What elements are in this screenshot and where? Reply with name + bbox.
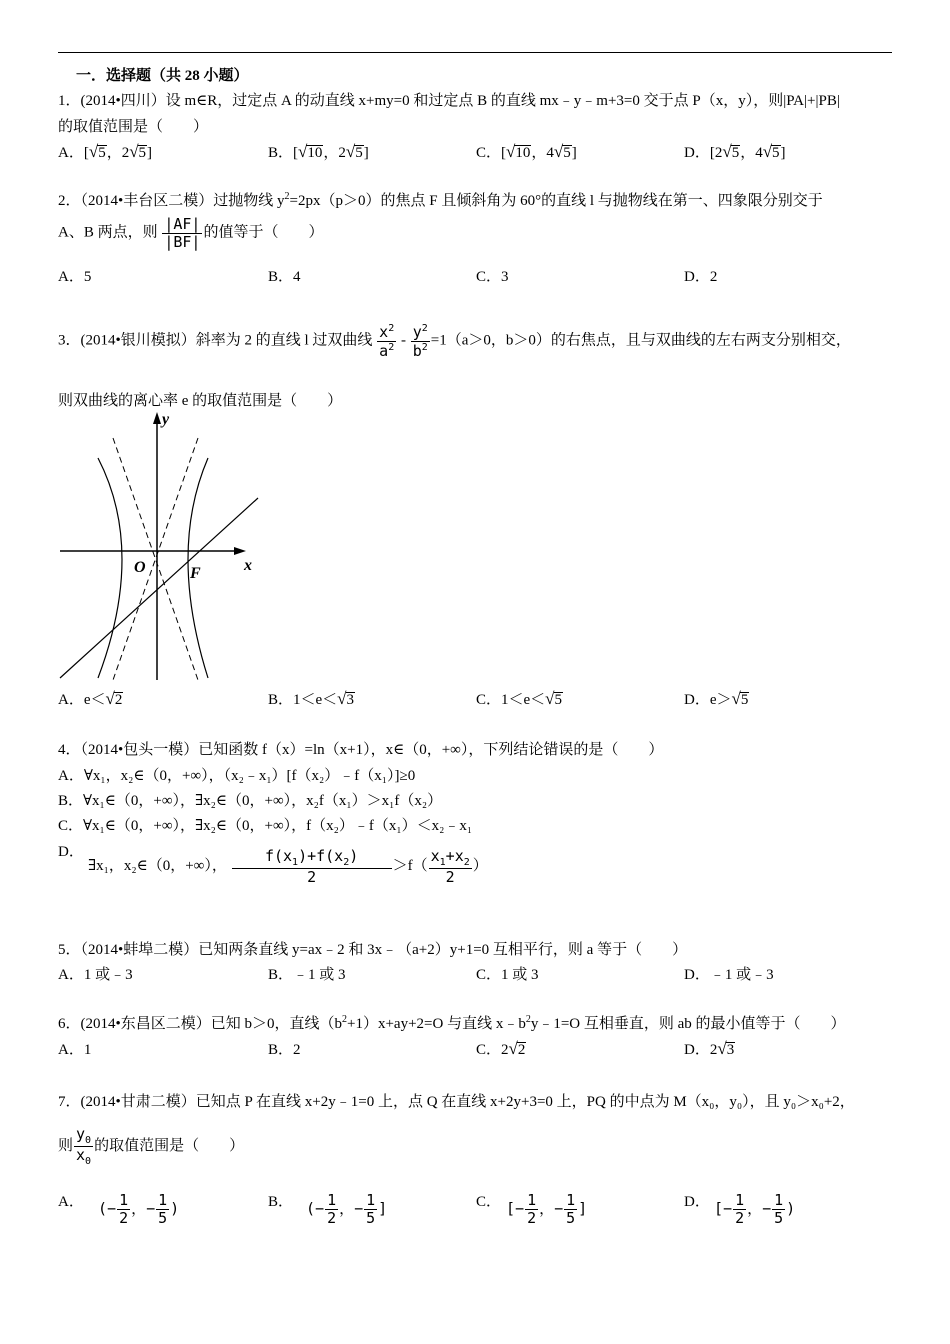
q4-fraction-right: $\frac{x_1+x_2}{2}$ [430, 847, 470, 886]
q7-option-d: [− $\frac{1}{2}$ ，− $\frac{1}{5}$ ) [714, 1191, 796, 1227]
q3-option-d: D．e＞√5 [684, 689, 749, 708]
q3-stem: 3．(2014•银川模拟）斜率为 2 的直线 l 过双曲线 $\frac{x^2}{a^2}$ - $\frac{y^2}{b^2}$ =1（a＞0，b＞0）的右焦点，且与双曲线的左右两支分别相交， [58, 323, 851, 360]
q2-fraction: $\frac{|AF|}{|BF|}$ [164, 215, 201, 251]
q1-option-c: C．[√10，4√5] [476, 142, 577, 161]
q5-option-c: C．1 或 3 [476, 967, 539, 983]
q2-option-a: A．5 [58, 269, 92, 285]
y0-over-x0: $\frac{y_0}{x_0}$ [76, 1125, 92, 1167]
q6-stem: 6．(2014•东昌区二模）已知 b＞0，直线$(b^2+1)x+ay+2=O$ 与直线 $x﹣b^2y﹣1=O$ 互相垂直，则 ab 的最小值等于（ ） [58, 1014, 846, 1032]
q7-stem: 7．(2014•甘肃二模）已知点 P 在直线 x+2y﹣1=0 上，点 Q 在直线 x+2y+3=0 上，PQ 的中点为 M（x₀，y₀），且 y₀＞x₀+2， [58, 1094, 855, 1110]
q4-stem: 4．（2014•包头一模）已知函数 f（x）=ln（x+1），x∈（0，+∞），下列结论错误的是（ ） [58, 742, 664, 758]
x-arrow-icon [234, 547, 246, 555]
q5-option-d: D．﹣1 或﹣3 [684, 967, 774, 983]
q1-stem: 1．(2014•四川）设 m∈R，过定点 A 的动直线 x+my=0 和过定点 B 的直线 mx﹣y﹣m+3=0 交于点 P（x，y），则|PA|+|PB| [58, 93, 840, 109]
q4-option-c: C．∀x₁∈（0，+∞），∃x₂∈（0，+∞），f（x₂）﹣f（x₁）＜x₂﹣x₁ [58, 818, 473, 834]
q2-option-b: B．4 [268, 269, 301, 285]
q7-option-b-label: B． [268, 1194, 294, 1210]
hyperbola-figure [58, 410, 263, 685]
q2-stem-2: A、B 两点，则 $\frac{|AF|}{|BF|}$ 的值等于（ ） [58, 215, 324, 251]
q7-option-c: [− $\frac{1}{2}$ ，− $\frac{1}{5}$ ] [506, 1191, 588, 1227]
q1-option-a: A．[√5，2√5] [58, 142, 153, 161]
q7-option-c-label: C． [476, 1194, 502, 1210]
top-rule [58, 52, 892, 53]
q5-option-b: B．﹣1 或 3 [268, 967, 346, 983]
q6-option-c: C．2√2 [476, 1039, 526, 1058]
q7-option-a-label: A． [58, 1194, 84, 1210]
section-title: 一．选择题（共 28 小题） [76, 68, 249, 84]
q2-option-d: D．2 [684, 269, 718, 285]
q4-option-a: A．∀x₁，x₂∈（0，+∞），（x₂﹣x₁）[f（x₂）﹣f（x₁）]≥0 [58, 768, 416, 784]
q4-option-d: ∃x₁，x₂∈（0，+∞）， $\frac{f(x_1)+f(x_2)}{2}$ ＞f（ $\frac{x_1+x_2}{2}$ ） [88, 847, 488, 886]
q4-option-d-label: D． [58, 844, 84, 860]
asymptote-2 [113, 438, 198, 680]
sloped-line [60, 498, 258, 678]
q7-option-a: (− $\frac{1}{2}$ ，− $\frac{1}{5}$ ) [98, 1191, 180, 1227]
q3-option-a: A．e＜√2 [58, 689, 123, 708]
x2-over-a2: $\frac{x^2}{a^2}$ [379, 323, 395, 360]
q7-stem-2: 则 $\frac{y_0}{x_0}$ 的取值范围是（ ） [58, 1125, 245, 1167]
y-arrow-icon [153, 412, 161, 424]
focus-label: F [190, 565, 201, 582]
y-label: y [162, 411, 170, 428]
y2-over-b2: $\frac{y^2}{b^2}$ [412, 323, 428, 360]
q1-option-d: D．[2√5，4√5] [684, 142, 786, 161]
q2-option-c: C．3 [476, 269, 509, 285]
q1-stem-2: 的取值范围是（ ） [58, 119, 209, 135]
q3-option-c: C．1＜e＜√5 [476, 689, 563, 708]
q5-stem: 5．（2014•蚌埠二模）已知两条直线 y=ax﹣2 和 3x﹣（a+2）y+1=0 互相平行，则 a 等于（ ） [58, 942, 688, 958]
q1-option-b: B．[√10，2√5] [268, 142, 369, 161]
left-branch [98, 458, 122, 678]
asymptote-1 [113, 438, 198, 680]
q2-stem: 2．（2014•丰台区二模）过抛物线 $y^2=2px(p>0)$的焦点 F 且倾斜角为 60°的直线 l 与抛物线在第一、四象限分别交于 [58, 191, 823, 209]
q5-option-a: A．1 或﹣3 [58, 967, 133, 983]
q6-option-b: B．2 [268, 1042, 301, 1058]
q7-option-d-label: D． [684, 1194, 710, 1210]
q7-option-b: (− $\frac{1}{2}$ ，− $\frac{1}{5}$ ] [306, 1191, 388, 1227]
q4-fraction-left: $\frac{f(x_1)+f(x_2)}{2}$ [232, 848, 392, 886]
q6-option-d: D．2√3 [684, 1039, 735, 1058]
q6-option-a: A．1 [58, 1042, 92, 1058]
x-label: x [244, 557, 252, 574]
q3-stem-2: 则双曲线的离心率 e 的取值范围是（ ） [58, 393, 343, 409]
q4-option-b: B．∀x₁∈（0，+∞），∃x₂∈（0，+∞），x₂f（x₁）＞x₁f（x₂） [58, 793, 443, 809]
origin-label: O [134, 559, 146, 576]
q3-option-b: B．1＜e＜√3 [268, 689, 355, 708]
